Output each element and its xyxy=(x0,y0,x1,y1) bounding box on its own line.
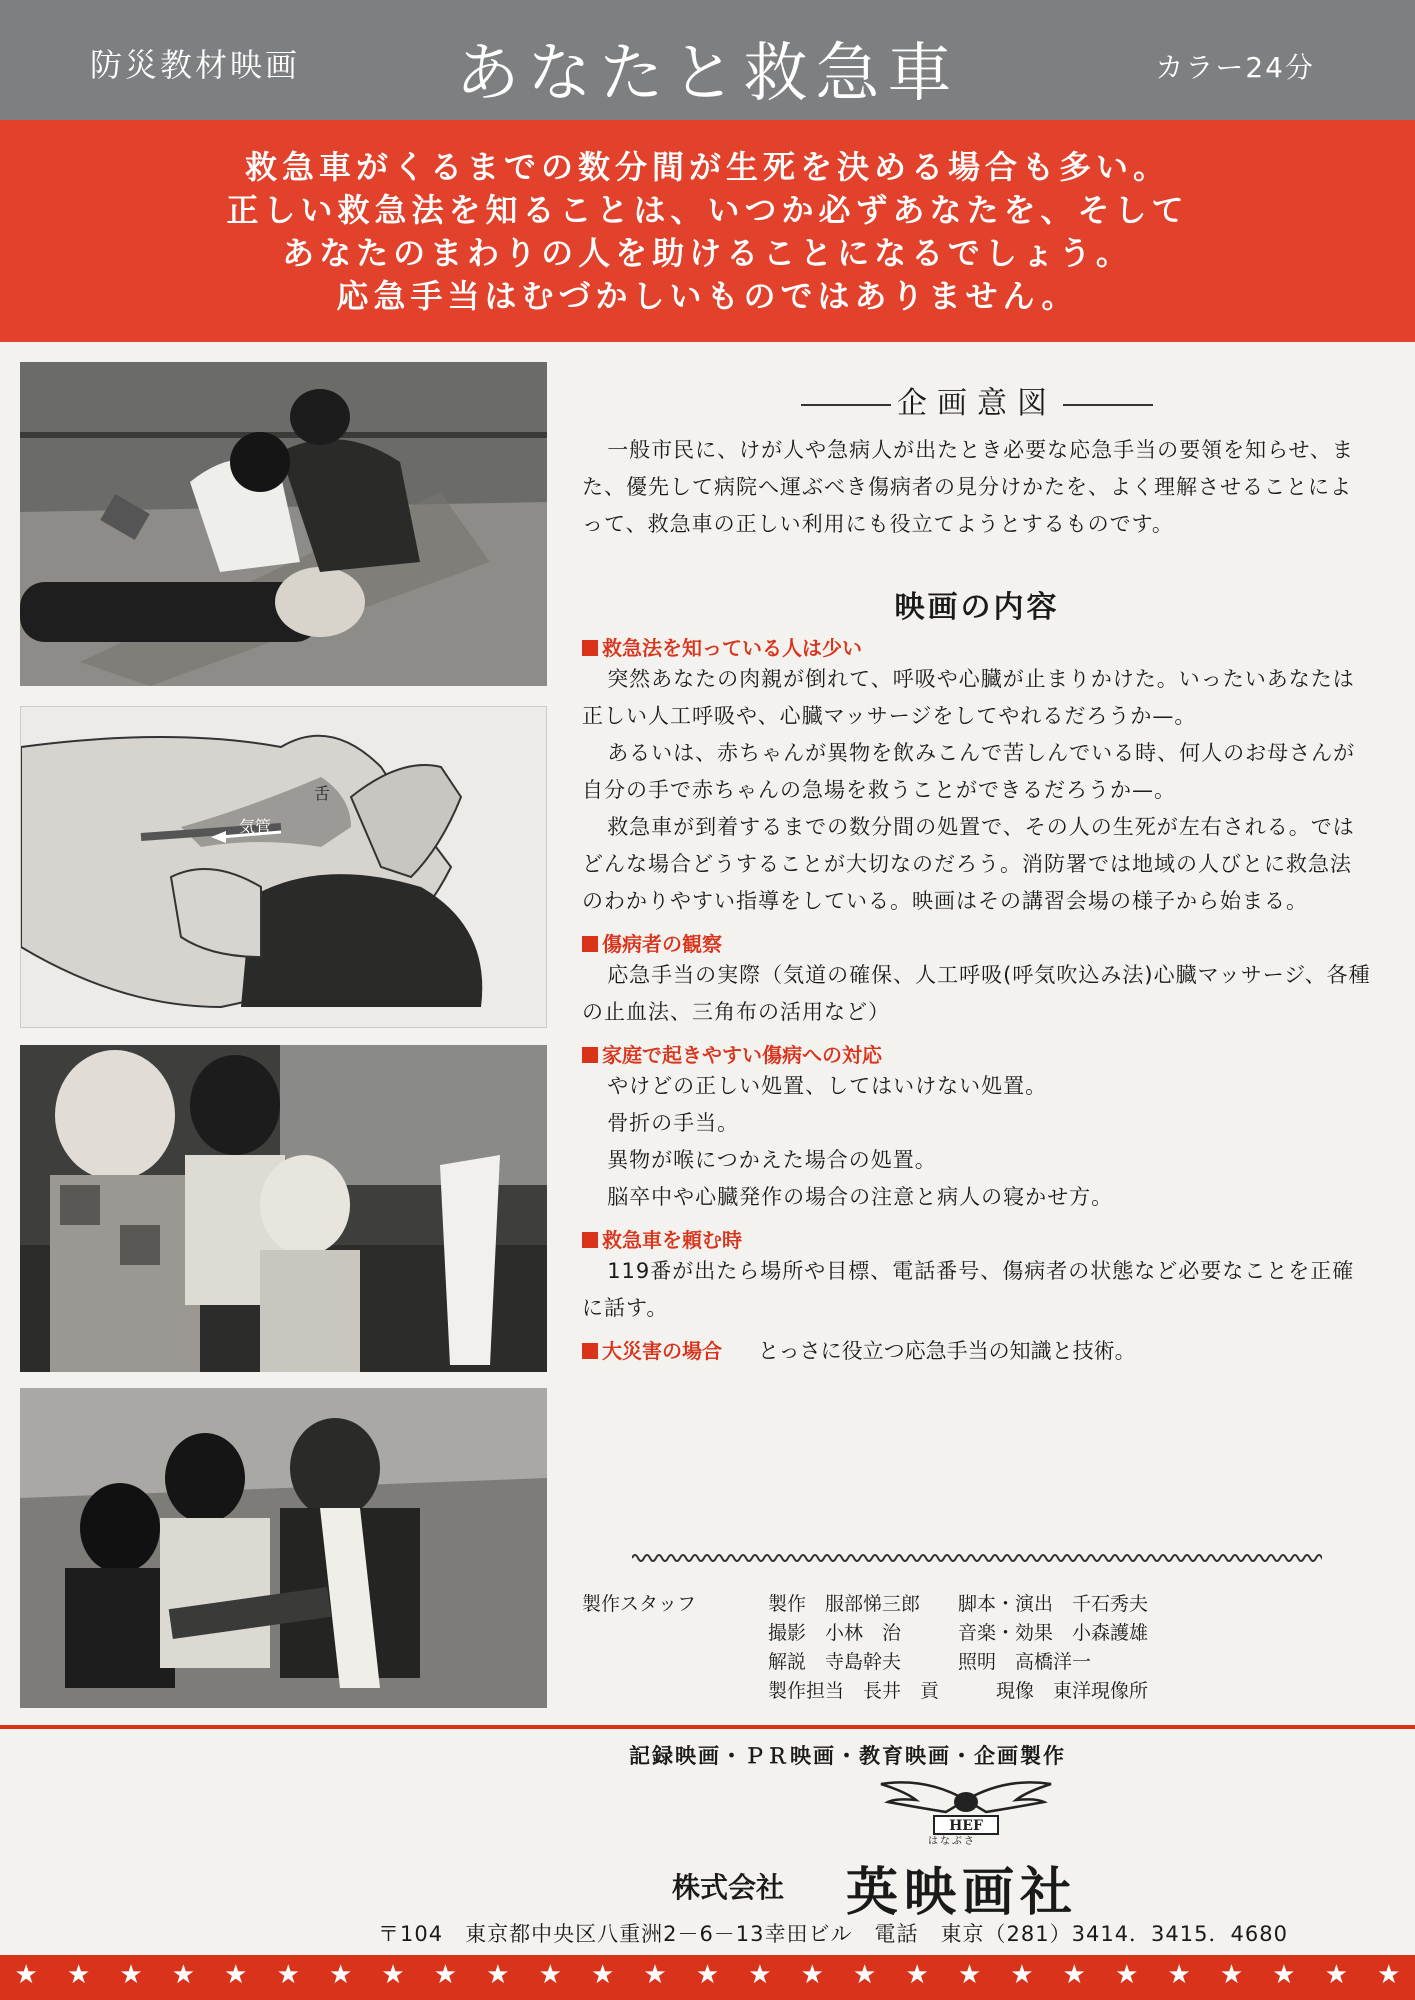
star-icon: ★ xyxy=(1324,1960,1349,1990)
star-icon: ★ xyxy=(381,1960,405,1990)
wavy-divider xyxy=(632,1552,1322,1564)
list-item: 異物が喉につかえた場合の処置。 xyxy=(607,1148,937,1172)
paragraph: あるいは、赤ちゃんが異物を飲みこんで苦しんでいる時、何人のお母さんが自分の手で赤ちゃんの急場を救うことができるだろうか—。 xyxy=(582,741,1356,802)
company-address: 〒104 東京都中央区八重洲2－6－13幸田ビル 電話 東京（281）3414．3415．4680 xyxy=(378,1922,1288,1946)
star-icon: ★ xyxy=(1219,1960,1244,1990)
star-icon: ★ xyxy=(171,1960,196,1990)
section-heading xyxy=(582,1224,1372,1253)
contents-section xyxy=(582,582,1372,1365)
red-square-icon xyxy=(582,640,598,656)
red-square-icon xyxy=(582,936,598,952)
list-item: 脳卒中や心臓発作の場合の注意と病人の寝かせ方。 xyxy=(607,1185,1114,1209)
star-icon: ★ xyxy=(905,1960,929,1990)
star-icon: ★ xyxy=(591,1960,615,1990)
staff-row: 解説 寺島幹夫 照明 高橋洋一 xyxy=(768,1651,1092,1673)
list-item: 骨折の手当。 xyxy=(607,1111,740,1135)
star-icon: ★ xyxy=(957,1960,982,1990)
star-icon: ★ xyxy=(1010,1960,1034,1990)
section-title: 大災害の場合 xyxy=(602,1339,722,1363)
footer-rule xyxy=(0,1725,1415,1729)
film-title: あなたと救急車 xyxy=(455,37,960,111)
heading-rule xyxy=(801,404,891,406)
star-icon: ★ xyxy=(328,1960,353,1990)
company-name: 英映画社 xyxy=(846,1862,1079,1923)
star-icon: ★ xyxy=(800,1960,824,1990)
header-bar xyxy=(0,0,1415,120)
planning-text: 一般市民に、けが人や急病人が出たとき必要な応急手当の要領を知らせ、また、優先して病院へ運ぶべき傷病者の見分けかたを、よく理解させることによって、救急車の正しい利用にも役立てようとするものです。 xyxy=(582,438,1354,536)
star-icon: ★ xyxy=(1062,1960,1086,1990)
star-icon: ★ xyxy=(1167,1960,1191,1990)
star-icon: ★ xyxy=(748,1960,772,1990)
star-icon: ★ xyxy=(486,1960,510,1990)
list-item: やけどの正しい処置、してはいけない処置。 xyxy=(607,1074,1048,1098)
airway-diagram xyxy=(20,706,547,1028)
company-categories: 記録映画・ＰＲ映画・教育映画・企画製作 xyxy=(629,1744,1066,1768)
company-prefix: 株式会社 xyxy=(672,1871,785,1904)
star-row xyxy=(0,1960,1415,1990)
intro-line: 正しい救急法を知ることは、いつか必ずあなたを、そして xyxy=(226,191,1189,229)
star-icon: ★ xyxy=(224,1960,248,1990)
planning-heading-row xyxy=(582,378,1372,422)
header-duration: カラー24分 xyxy=(1155,51,1315,84)
section-heading xyxy=(582,632,1372,661)
paragraph: 119番が出たら場所や目標、電話番号、傷病者の状態など必要なことを正確に話す。 xyxy=(582,1259,1355,1320)
staff-row: 製作 服部悌三郎 脚本・演出 千石秀夫 xyxy=(768,1593,1149,1615)
paragraph: とっさに役立つ応急手当の知識と技術。 xyxy=(758,1339,1136,1363)
paragraph: 突然あなたの肉親が倒れて、呼吸や心臓が止まりかけた。いったいあなたは正しい人工呼吸や、心臓マッサージをしてやれるだろうか—。 xyxy=(582,667,1355,728)
company-ruby: はなぶさ xyxy=(928,1836,976,1847)
section-heading xyxy=(582,1335,1372,1365)
logo-text: HEF xyxy=(949,1818,983,1834)
intro-line: 応急手当はむづかしいものではありません。 xyxy=(336,277,1079,315)
star-icon: ★ xyxy=(433,1960,458,1990)
intro-text xyxy=(0,146,1415,318)
red-square-icon xyxy=(582,1047,598,1063)
section-heading xyxy=(582,928,1372,957)
label-trachea: 気管 xyxy=(239,817,272,836)
section-title: 救急法を知っている人は少い xyxy=(602,636,862,660)
star-icon: ★ xyxy=(66,1960,91,1990)
red-square-icon xyxy=(582,1232,598,1248)
staff-grid xyxy=(768,1590,1378,1706)
photo-bandaging-child xyxy=(20,1045,547,1372)
star-icon: ★ xyxy=(1377,1960,1401,1990)
planning-heading: 企画意図 xyxy=(897,386,1057,421)
paragraph: 救急車が到着するまでの数分間の処置で、その人の生死が左右される。ではどんな場合どうすることが大切なのだろう。消防署では地域の人びとに救急法のわかりやすい指導をしている。映画はその講習会場の様子から始まる。 xyxy=(582,815,1355,913)
section-heading xyxy=(582,1039,1372,1068)
photo-family-splint xyxy=(20,1388,547,1708)
contents-heading: 映画の内容 xyxy=(894,590,1060,625)
section-title: 傷病者の観察 xyxy=(602,932,722,956)
star-icon: ★ xyxy=(276,1960,300,1990)
section-title: 救急車を頼む時 xyxy=(602,1228,742,1252)
heading-rule xyxy=(1063,404,1153,406)
red-square-icon xyxy=(582,1343,598,1359)
section-title: 家庭で起きやすい傷病への対応 xyxy=(602,1043,882,1067)
intro-line: あなたのまわりの人を助けることになるでしょう。 xyxy=(282,234,1133,272)
star-icon: ★ xyxy=(538,1960,562,1990)
star-icon: ★ xyxy=(119,1960,143,1990)
star-icon: ★ xyxy=(853,1960,877,1990)
staff-row: 製作担当 長井 貢 現像 東洋現像所 xyxy=(768,1680,1149,1702)
paragraph: 応急手当の実際（気道の確保、人工呼吸(呼気吹込み法)心臓マッサージ、各種の止血法、三角布の活用など） xyxy=(582,963,1371,1024)
star-icon: ★ xyxy=(643,1960,667,1990)
star-icon: ★ xyxy=(1272,1960,1296,1990)
star-icon: ★ xyxy=(14,1960,38,1990)
intro-line: 救急車がくるまでの数分間が生死を決める場合も多い。 xyxy=(244,148,1170,186)
star-icon: ★ xyxy=(1115,1960,1139,1990)
label-tongue: 舌 xyxy=(314,784,331,803)
staff-row: 撮影 小林 治 音楽・効果 小森護雄 xyxy=(768,1622,1149,1644)
star-icon: ★ xyxy=(695,1960,720,1990)
header-genre: 防災教材映画 xyxy=(90,46,301,84)
planning-section xyxy=(582,378,1372,543)
staff-label: 製作スタッフ xyxy=(582,1593,697,1615)
photo-cpr-training xyxy=(20,362,547,686)
